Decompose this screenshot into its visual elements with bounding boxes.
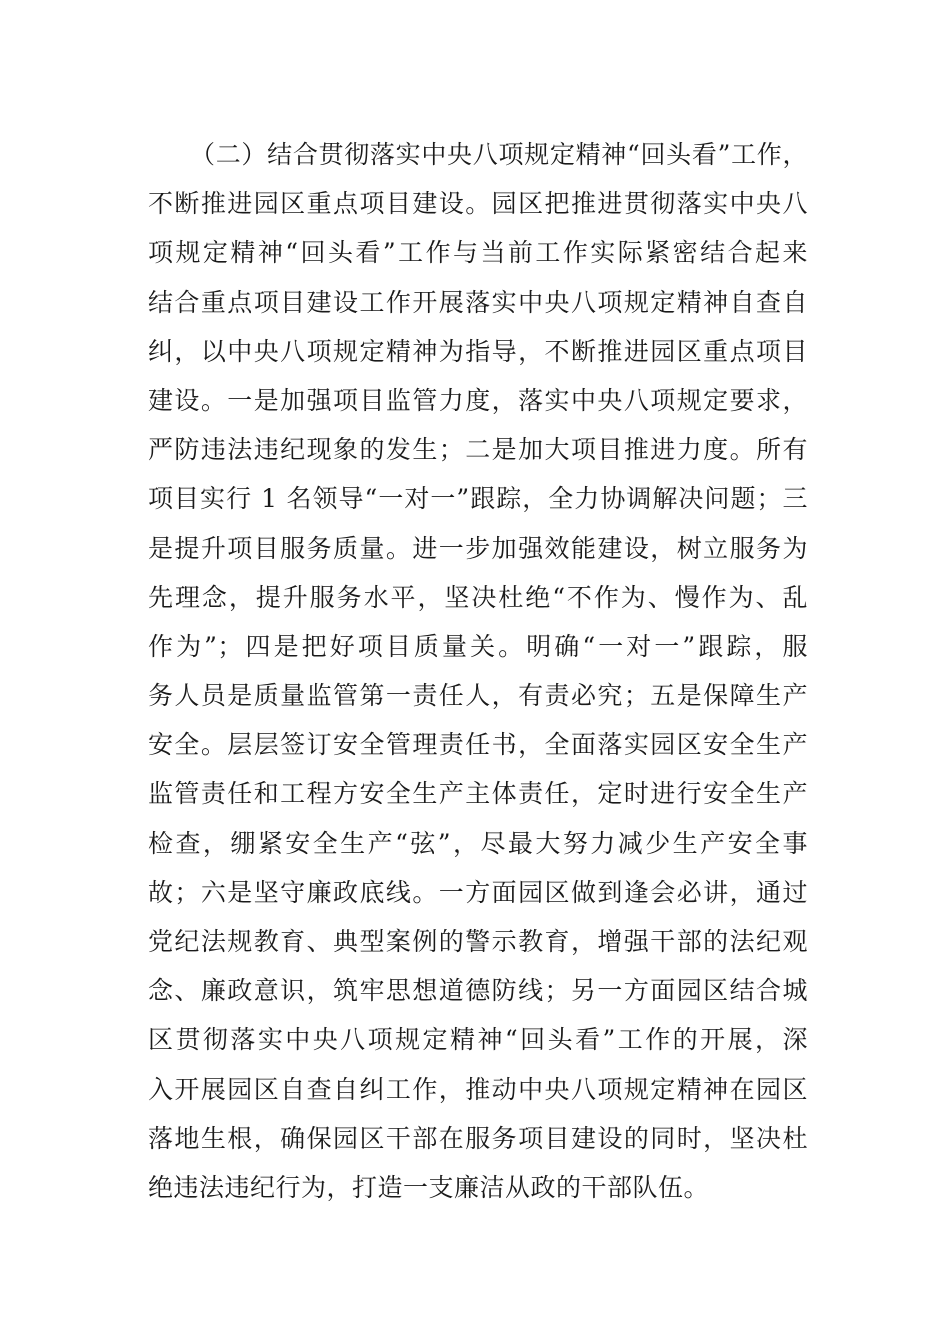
paragraph-line: （二）结合贯彻落实中央八项规定精神“回头看”工作， xyxy=(190,140,808,169)
paragraph-line: 绝违法违纪行为，打造一支廉洁从政的干部队伍。 xyxy=(148,1172,710,1202)
paragraph xyxy=(148,130,808,1212)
paragraph-line: 作为”；四是把好项目质量关。明确“一对一”跟踪，服 xyxy=(148,631,808,661)
paragraph-line: 结合重点项目建设工作开展落实中央八项规定精神自查自 xyxy=(148,287,808,317)
paragraph-line: 党纪法规教育、典型案例的警示教育，增强干部的法纪观 xyxy=(148,927,808,956)
paragraph-line: 安全。层层签订安全管理责任书，全面落实园区安全生产 xyxy=(148,730,808,760)
paragraph-line: 入开展园区自查自纠工作，推动中央八项规定精神在园区 xyxy=(148,1074,808,1104)
paragraph-line: 项规定精神“回头看”工作与当前工作实际紧密结合起来 xyxy=(148,238,808,268)
paragraph-line: 故；六是坚守廉政底线。一方面园区做到逢会必讲，通过 xyxy=(148,877,808,907)
paragraph-line: 是提升项目服务质量。进一步加强效能建设，树立服务为 xyxy=(148,533,808,563)
paragraph-line: 检查，绷紧安全生产“弦”，尽最大努力减少生产安全事 xyxy=(148,828,808,858)
paragraph-line: 不断推进园区重点项目建设。园区把推进贯彻落实中央八 xyxy=(148,189,808,219)
paragraph-line: 念、廉政意识，筑牢思想道德防线；另一方面园区结合城 xyxy=(148,976,808,1006)
paragraph-line: 项目实行 1 名领导“一对一”跟踪，全力协调解决问题；三 xyxy=(148,484,808,514)
paragraph-line: 务人员是质量监管第一责任人，有责必究；五是保障生产 xyxy=(148,681,808,711)
paragraph-line: 监管责任和工程方安全生产主体责任，定时进行安全生产 xyxy=(148,779,808,809)
paragraph-line: 区贯彻落实中央八项规定精神“回头看”工作的开展，深 xyxy=(148,1025,808,1055)
paragraph-line: 先理念，提升服务水平，坚决杜绝“不作为、慢作为、乱 xyxy=(148,582,808,612)
paragraph-line: 落地生根，确保园区干部在服务项目建设的同时，坚决杜 xyxy=(148,1123,808,1153)
paragraph-line: 纠，以中央八项规定精神为指导，不断推进园区重点项目 xyxy=(148,336,808,366)
paragraph-line: 严防违法违纪现象的发生；二是加大项目推进力度。所有 xyxy=(148,435,808,465)
paragraph-line: 建设。一是加强项目监管力度，落实中央八项规定要求， xyxy=(148,385,808,415)
